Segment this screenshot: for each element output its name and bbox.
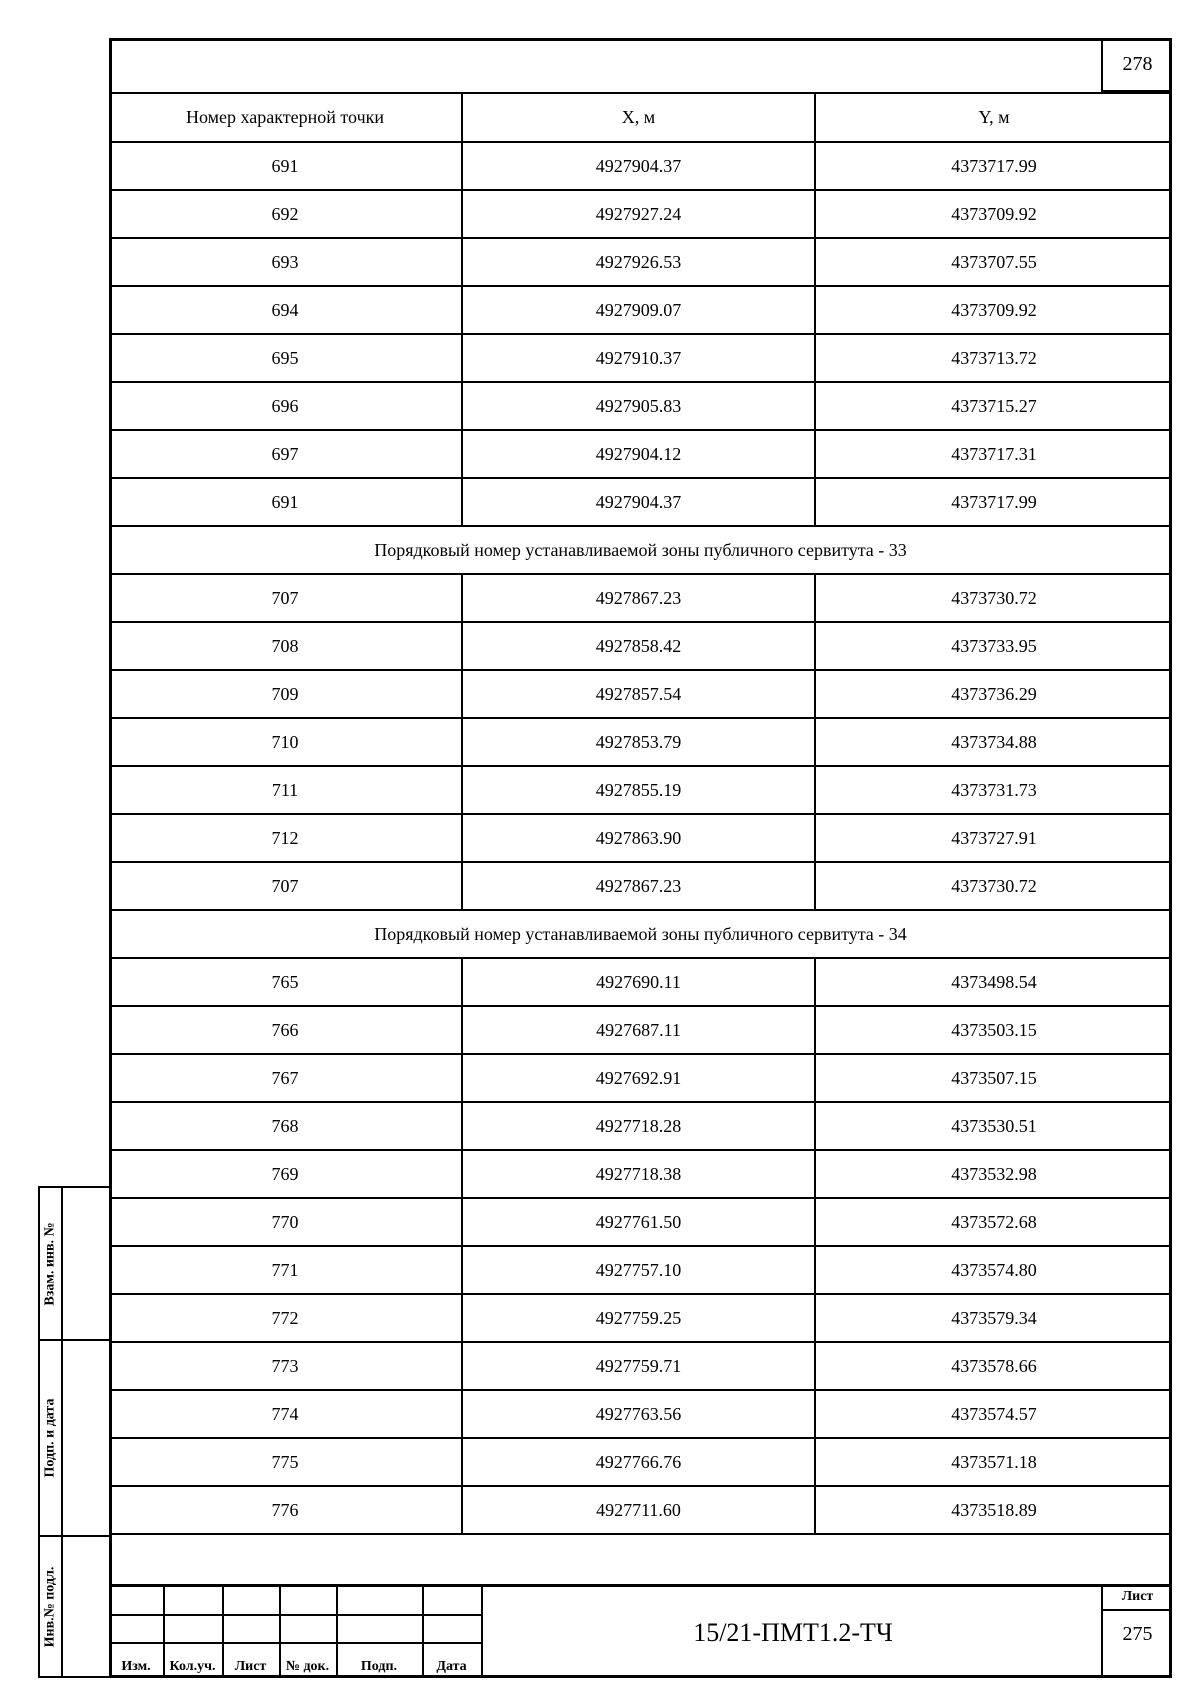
y-cell: 4373498.54 (815, 958, 1172, 1006)
sheet-number: 275 (1122, 1623, 1153, 1645)
point-number-cell: 775 (109, 1438, 462, 1486)
table-row (109, 1198, 1172, 1246)
point-number-cell: 774 (109, 1390, 462, 1438)
stamp-podp-data-field (63, 1339, 109, 1537)
point-number-cell: 695 (109, 334, 462, 382)
table-row (109, 238, 1172, 286)
label-kol-uch: Кол.уч. (169, 1659, 216, 1674)
x-cell: 4927858.42 (462, 622, 815, 670)
header-x: X, м (462, 93, 815, 142)
x-cell: 4927718.28 (462, 1102, 815, 1150)
section-title: Порядковый номер устанавливаемой зоны публичного сервитута - 33 (109, 526, 1172, 574)
table-row (109, 286, 1172, 334)
table-row (109, 142, 1172, 190)
x-cell: 4927759.71 (462, 1342, 815, 1390)
point-number-cell: 773 (109, 1342, 462, 1390)
y-cell: 4373730.72 (815, 574, 1172, 622)
stamp-vzam-inv (38, 1186, 63, 1341)
stamp-vzam-inv-field (63, 1186, 109, 1341)
table-row (109, 1294, 1172, 1342)
table-row (109, 814, 1172, 862)
y-cell: 4373709.92 (815, 286, 1172, 334)
point-number-cell: 772 (109, 1294, 462, 1342)
point-number-cell: 767 (109, 1054, 462, 1102)
point-number-cell: 696 (109, 382, 462, 430)
point-number-cell: 697 (109, 430, 462, 478)
x-cell: 4927904.37 (462, 478, 815, 526)
table-row (109, 1006, 1172, 1054)
x-cell: 4927909.07 (462, 286, 815, 334)
table-row (109, 334, 1172, 382)
table-row (109, 622, 1172, 670)
table-row (109, 1438, 1172, 1486)
table-header-row (109, 93, 1172, 142)
y-cell: 4373503.15 (815, 1006, 1172, 1054)
x-cell: 4927905.83 (462, 382, 815, 430)
stamp-vzam-inv-label: Взам. инв. № (42, 1221, 58, 1306)
y-cell: 4373709.92 (815, 190, 1172, 238)
x-cell: 4927927.24 (462, 190, 815, 238)
y-cell: 4373717.99 (815, 478, 1172, 526)
label-doc-no: № док. (285, 1659, 330, 1674)
y-cell: 4373717.31 (815, 430, 1172, 478)
point-number-cell: 769 (109, 1150, 462, 1198)
point-number-cell: 707 (109, 574, 462, 622)
label-podp: Подп. (360, 1659, 398, 1674)
y-cell: 4373530.51 (815, 1102, 1172, 1150)
y-cell: 4373733.95 (815, 622, 1172, 670)
x-cell: 4927718.38 (462, 1150, 815, 1198)
page-number: 278 (1101, 38, 1172, 92)
table-row (109, 1246, 1172, 1294)
x-cell: 4927904.37 (462, 142, 815, 190)
point-number-cell: 708 (109, 622, 462, 670)
point-number-cell: 709 (109, 670, 462, 718)
x-cell: 4927763.56 (462, 1390, 815, 1438)
x-cell: 4927863.90 (462, 814, 815, 862)
y-cell: 4373727.91 (815, 814, 1172, 862)
title-block (109, 1584, 1172, 1678)
point-number-cell: 768 (109, 1102, 462, 1150)
x-cell: 4927711.60 (462, 1486, 815, 1534)
sheet-box (1101, 1587, 1172, 1678)
point-number-cell: 776 (109, 1486, 462, 1534)
x-cell: 4927757.10 (462, 1246, 815, 1294)
x-cell: 4927904.12 (462, 430, 815, 478)
table-row (109, 670, 1172, 718)
y-cell: 4373574.80 (815, 1246, 1172, 1294)
y-cell: 4373717.99 (815, 142, 1172, 190)
section-row (109, 910, 1172, 958)
y-cell: 4373707.55 (815, 238, 1172, 286)
point-number-cell: 765 (109, 958, 462, 1006)
point-number-cell: 691 (109, 142, 462, 190)
point-number-cell: 770 (109, 1198, 462, 1246)
table-row (109, 382, 1172, 430)
document-code: 15/21-ПМТ1.2-ТЧ (481, 1587, 1103, 1678)
point-number-cell: 694 (109, 286, 462, 334)
y-cell: 4373715.27 (815, 382, 1172, 430)
y-cell: 4373532.98 (815, 1150, 1172, 1198)
x-cell: 4927867.23 (462, 862, 815, 910)
table-row (109, 1054, 1172, 1102)
stamp-inv-podl (38, 1535, 63, 1678)
x-cell: 4927692.91 (462, 1054, 815, 1102)
table-row (109, 862, 1172, 910)
label-izm: Изм. (121, 1659, 151, 1674)
point-number-cell: 693 (109, 238, 462, 286)
y-cell: 4373736.29 (815, 670, 1172, 718)
header-y: Y, м (815, 93, 1172, 142)
point-number-cell: 771 (109, 1246, 462, 1294)
x-cell: 4927766.76 (462, 1438, 815, 1486)
table-body (109, 142, 1172, 1534)
table-row (109, 574, 1172, 622)
table-row (109, 1102, 1172, 1150)
table-row (109, 1390, 1172, 1438)
x-cell: 4927857.54 (462, 670, 815, 718)
y-cell: 4373730.72 (815, 862, 1172, 910)
stamp-inv-podl-field (63, 1535, 109, 1678)
table-row (109, 478, 1172, 526)
x-cell: 4927855.19 (462, 766, 815, 814)
header-point-number: Номер характерной точки (109, 93, 462, 142)
table-row (109, 958, 1172, 1006)
point-number-cell: 712 (109, 814, 462, 862)
table-row (109, 190, 1172, 238)
x-cell: 4927853.79 (462, 718, 815, 766)
table-row (109, 1342, 1172, 1390)
y-cell: 4373734.88 (815, 718, 1172, 766)
x-cell: 4927867.23 (462, 574, 815, 622)
coordinates-table (109, 92, 1172, 1535)
y-cell: 4373574.57 (815, 1390, 1172, 1438)
section-title: Порядковый номер устанавливаемой зоны публичного сервитута - 34 (109, 910, 1172, 958)
x-cell: 4927926.53 (462, 238, 815, 286)
table-row (109, 1486, 1172, 1534)
y-cell: 4373572.68 (815, 1198, 1172, 1246)
y-cell: 4373518.89 (815, 1486, 1172, 1534)
stamp-podp-data (38, 1339, 63, 1537)
label-data: Дата (436, 1659, 467, 1674)
y-cell: 4373507.15 (815, 1054, 1172, 1102)
point-number-cell: 692 (109, 190, 462, 238)
y-cell: 4373731.73 (815, 766, 1172, 814)
table-row (109, 1150, 1172, 1198)
x-cell: 4927910.37 (462, 334, 815, 382)
y-cell: 4373713.72 (815, 334, 1172, 382)
y-cell: 4373571.18 (815, 1438, 1172, 1486)
x-cell: 4927687.11 (462, 1006, 815, 1054)
y-cell: 4373578.66 (815, 1342, 1172, 1390)
point-number-cell: 691 (109, 478, 462, 526)
table-row (109, 430, 1172, 478)
stamp-inv-podl-label: Инв.№ подл. (42, 1566, 58, 1647)
label-list: Лист (234, 1659, 267, 1674)
x-cell: 4927761.50 (462, 1198, 815, 1246)
section-row (109, 526, 1172, 574)
stamp-podp-data-label: Подп. и дата (42, 1398, 58, 1478)
x-cell: 4927690.11 (462, 958, 815, 1006)
point-number-cell: 707 (109, 862, 462, 910)
title-block-grid (109, 1587, 481, 1678)
sheet-label: Лист (1121, 1589, 1154, 1604)
point-number-cell: 710 (109, 718, 462, 766)
table-row (109, 766, 1172, 814)
x-cell: 4927759.25 (462, 1294, 815, 1342)
point-number-cell: 766 (109, 1006, 462, 1054)
point-number-cell: 711 (109, 766, 462, 814)
y-cell: 4373579.34 (815, 1294, 1172, 1342)
table-row (109, 718, 1172, 766)
